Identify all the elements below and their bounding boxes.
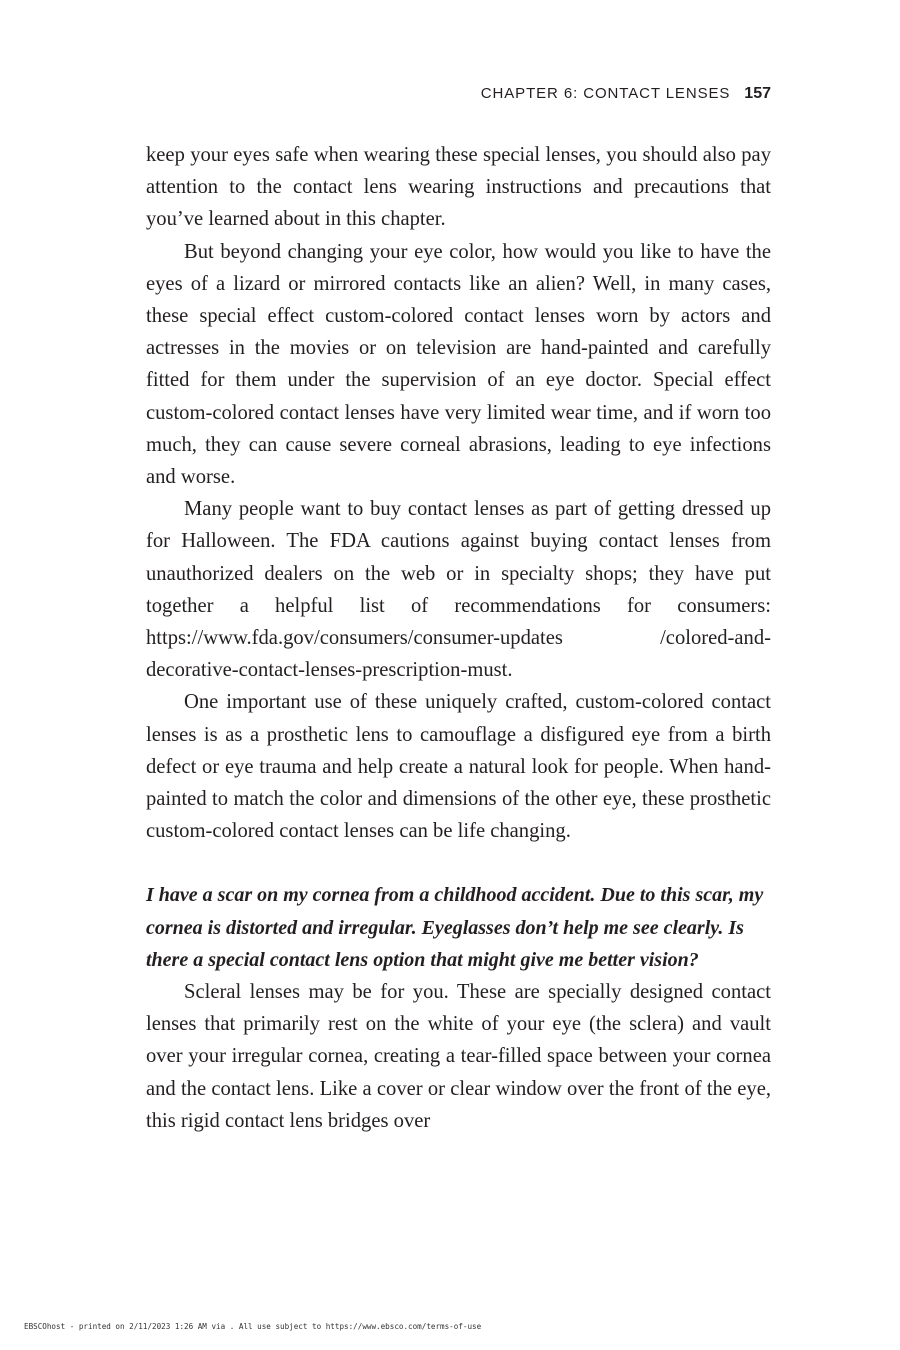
ebsco-footer: EBSCOhost - printed on 2/11/2023 1:26 AM via . All use subject to https://www.ebsco.com/terms-of-use: [24, 1322, 482, 1331]
paragraph-prosthetic-lenses: One important use of these uniquely crafted, custom-colored contact lenses is as a prosthetic lens to camouflage a disfigured eye from a birth defect or eye trauma and help create a natural look for people. When hand-painted to match the color and dimensions of the other eye, these prosthetic custom-colored contact lenses can be life changing.: [146, 691, 771, 843]
paragraph-continued: keep your eyes safe when wearing these special lenses, you should also pay attention to the contact lens wearing instructions and precautions that you’ve learned about in this chapter.: [146, 144, 771, 231]
page-body: [146, 139, 771, 1137]
running-head: [146, 84, 771, 104]
paragraph-scleral-lenses: Scleral lenses may be for you. These are specially designed contact lenses that primarily rest on the white of your eye (the sclera) and vault over your irregular cornea, creating a tear-filled space between your cornea and the contact lens. Like a cover or clear window over the front of the eye, this rigid contact lens bridges over: [146, 981, 771, 1132]
chapter-title: CHAPTER 6: CONTACT LENSES: [480, 85, 731, 102]
paragraph-special-effect-lenses: But beyond changing your eye color, how would you like to have the eyes of a lizard or mirrored contacts like an alien? Well, in many cases, these special effect custom-colored contact lenses worn by actors and actresses in the movies or on television are hand-painted and carefully fitted for them under the supervision of an eye doctor. Special effect custom-colored contact lenses have very limited wear time, and if worn too much, they can cause severe corneal abrasions, leading to eye infections and worse.: [146, 240, 771, 489]
reader-question: I have a scar on my cornea from a childhood accident. Due to this scar, my cornea is distorted and irregular. Eyeglasses don’t help me see clearly. Is there a special contact lens option that might give me better vision?: [146, 884, 764, 971]
page-number: 157: [744, 85, 771, 102]
paragraph-halloween-fda: Many people want to buy contact lenses as part of getting dressed up for Halloween. The FDA cautions against buying contact lenses from unauthorized dealers on the web or in specialty shops; they have put together a helpful list of recommendations for consumers: https://www.fda.gov/consumers/consumer-updates /colored-and-decorative-contact-lenses-prescription-must.: [146, 498, 771, 682]
